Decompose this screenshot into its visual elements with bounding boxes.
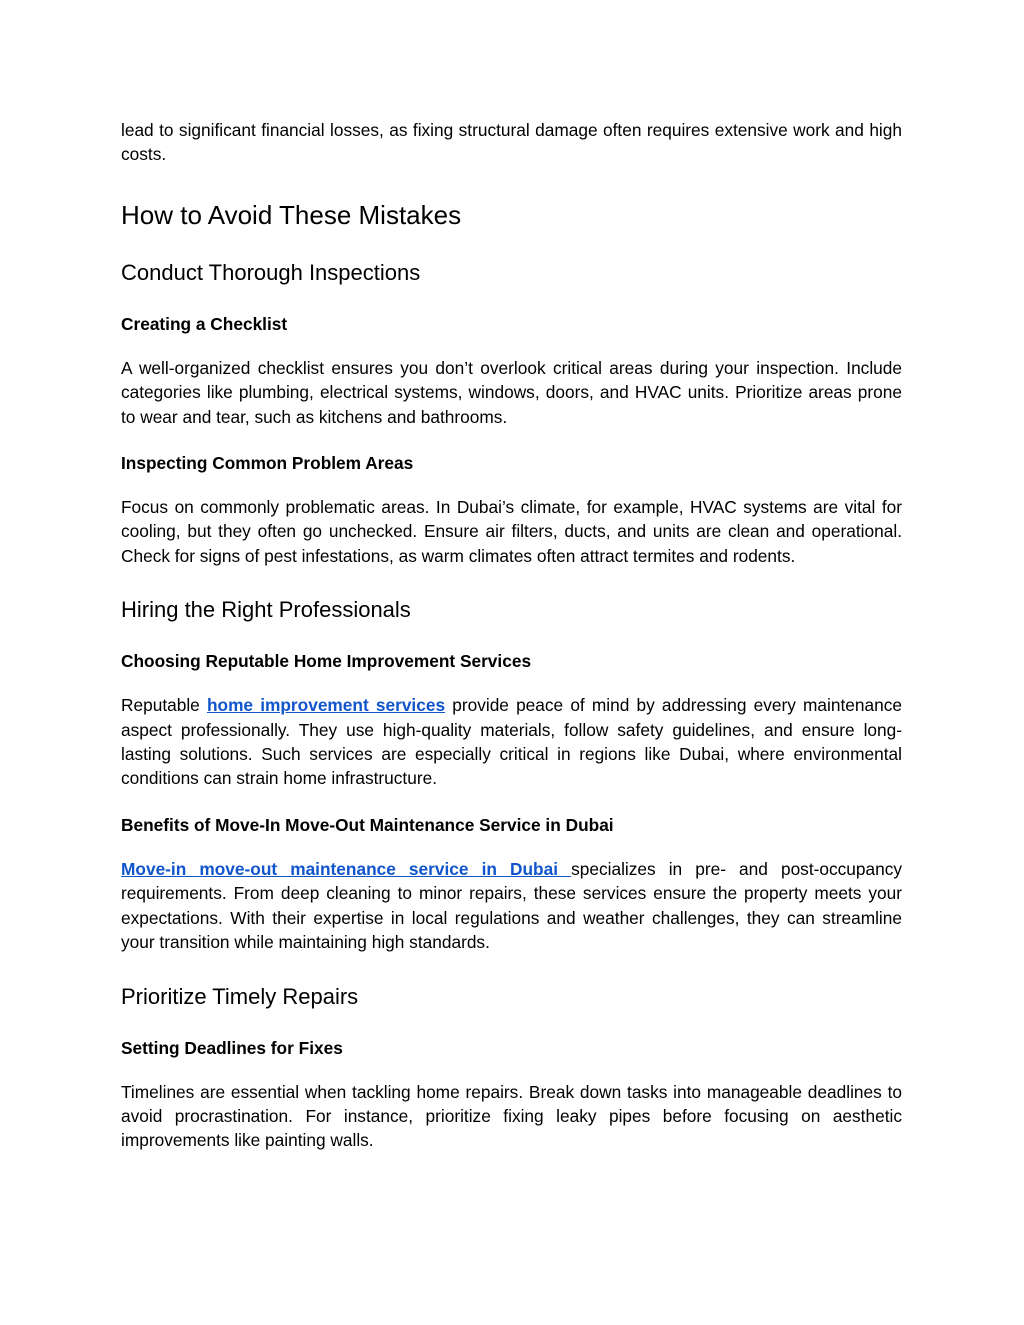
section-heading-inspections: Conduct Thorough Inspections bbox=[121, 259, 421, 285]
paragraph-deadlines: Timelines are essential when tackling home repairs. Break down tasks into manageable deadlines to avoid procrastination. For instance, prioritize fixing leaky pipes before focusing on aesthetic improvements like painting walls. bbox=[121, 1081, 902, 1151]
intro-paragraph: lead to significant financial losses, as fixing structural damage often requires extensive work and high costs. bbox=[121, 120, 902, 165]
main-heading: How to Avoid These Mistakes bbox=[121, 199, 462, 230]
subheading-reputable-services: Choosing Reputable Home Improvement Services bbox=[121, 651, 532, 672]
home-improvement-services-link[interactable]: home improvement services bbox=[206, 695, 446, 716]
paragraph-checklist: A well-organized checklist ensures you don’t overlook critical areas during your inspection. Include categories like plumbing, electrical systems, windows, doors, and HVAC units. Prioritize areas prone to wear and tear, such as kitchens and bathrooms. bbox=[121, 357, 902, 427]
paragraph-reputable-services bbox=[121, 693, 902, 791]
section-heading-professionals: Hiring the Right Professionals bbox=[121, 597, 411, 623]
paragraph-text: provide peace of mind by addressing every maintenance aspect professionally. They use high-quality materials, follow safety guidelines, and ensure long-lasting solutions. Such services are especially critical in regions like Dubai, where environmental conditions can strain home infrastructure. bbox=[121, 695, 902, 789]
subheading-move-in-move-out: Benefits of Move-In Move-Out Maintenance Service in Dubai bbox=[121, 814, 614, 835]
subheading-checklist: Creating a Checklist bbox=[121, 313, 288, 334]
subheading-problem-areas: Inspecting Common Problem Areas bbox=[121, 453, 414, 474]
paragraph-text: specializes in pre- and post-occupancy requirements. From deep cleaning to minor repairs, these services ensure the property meets your expectations. With their expertise in local regulations and weather challenges, they can streamline your transition while maintaining high standards. bbox=[121, 858, 902, 953]
move-in-move-out-service-link[interactable]: Move-in move-out maintenance service in Dubai bbox=[121, 858, 572, 879]
section-heading-timely-repairs: Prioritize Timely Repairs bbox=[121, 983, 359, 1009]
subheading-deadlines: Setting Deadlines for Fixes bbox=[121, 1037, 343, 1058]
paragraph-move-in-move-out bbox=[121, 857, 902, 955]
paragraph-problem-areas: Focus on commonly problematic areas. In Dubai’s climate, for example, HVAC systems are vital for cooling, but they often go unchecked. Ensure air filters, ducts, and units are clean and operational. Check for signs of pest infestations, as warm climates often attract termites and rodents. bbox=[121, 497, 902, 566]
document-body bbox=[121, 118, 902, 1153]
paragraph-text: Reputable bbox=[121, 695, 207, 716]
